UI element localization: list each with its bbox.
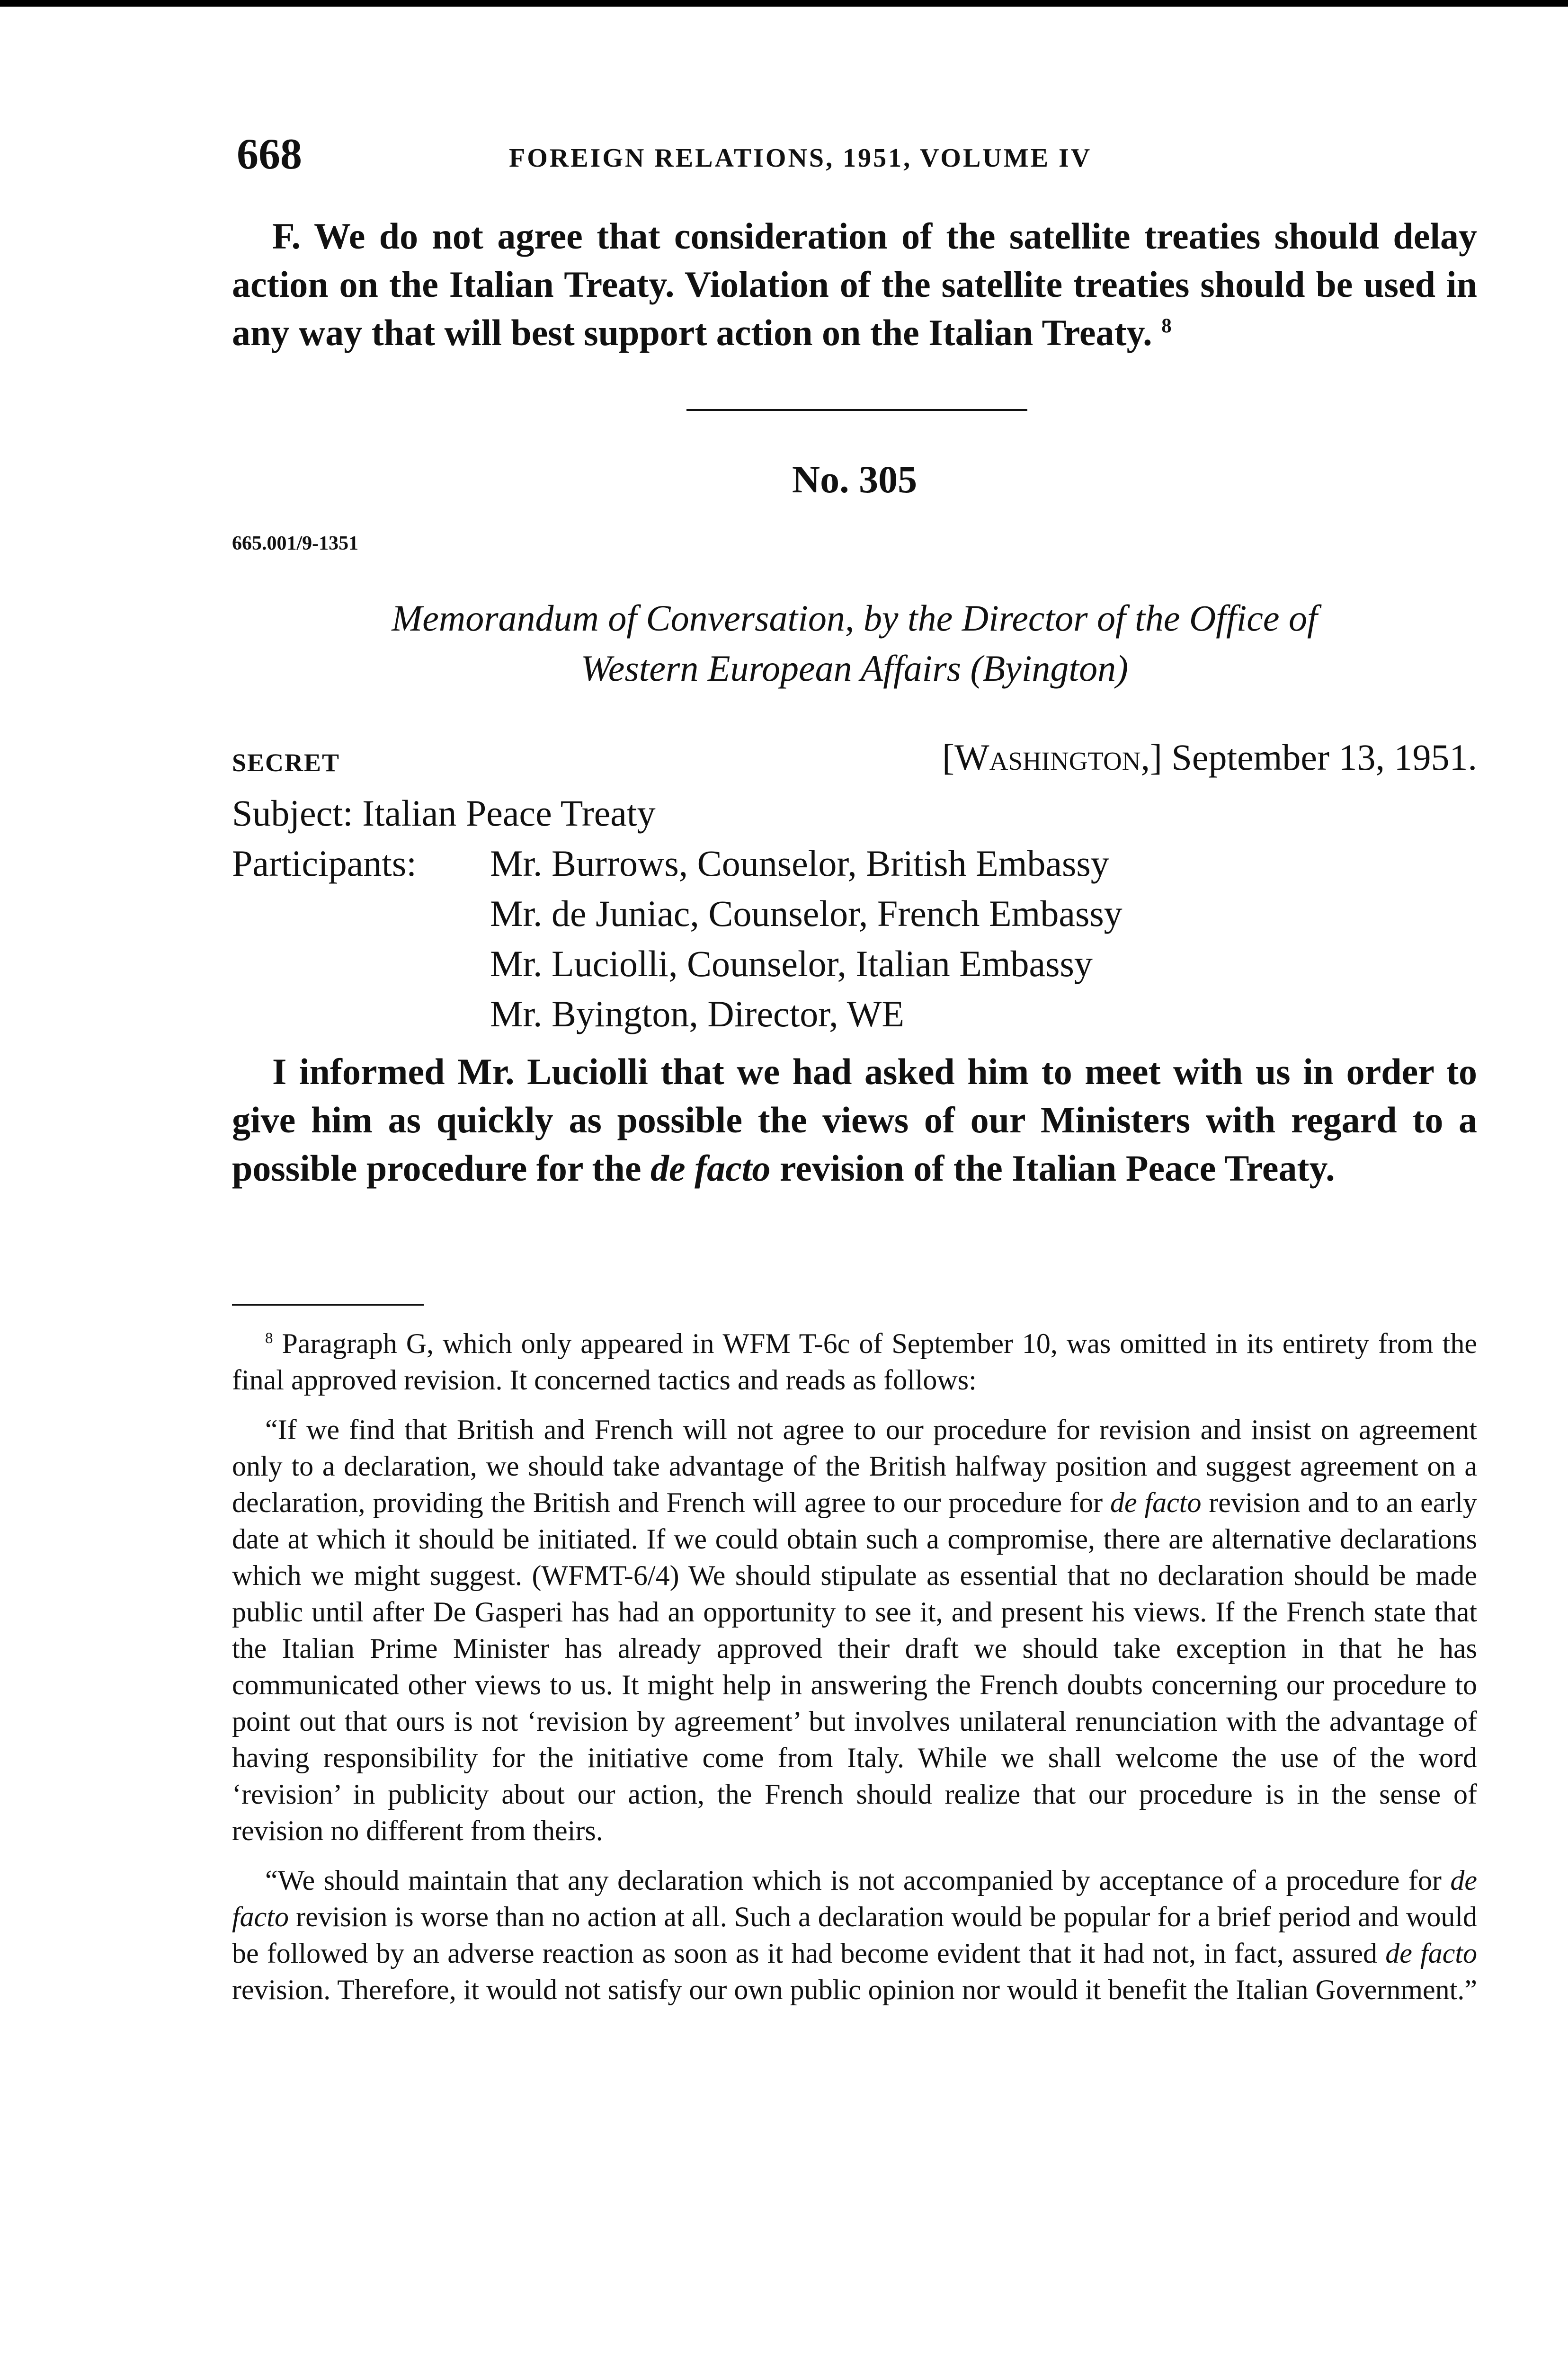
footnote-intro-text: Paragraph G, which only appeared in WFM T-6c of September 10, was omitted in its entirety from the final approved revision. It concerned tactics and reads as follows: [232,1328,1477,1396]
paragraph-f-text: F. We do not agree that consideration of the satellite treaties should delay action on the Italian Treaty. Violation of the satellite treaties should be used in any way that will best support action on the Italian Treaty. [232,215,1477,353]
running-head [232,128,1477,180]
classification-line [232,736,1477,783]
footnote-quote-1-text-2: revision and to an early date at which it should be initiated. If we could obtain such a compromise, there are alternative declarations which we might suggest. (WFMT-6/4) We should stipulate as essential that no declaration should be made public until after De Gasperi has had an opportunity to see it, and present his views. If the French state that the Italian Prime Minister has already approved their draft we should take exception in that he has communicated other views to us. It might help in answering the French doubts concerning our procedure to point out that ours is not ‘revision by agreement’ but involves unilateral renunciation with the advantage of having responsibility for the initiative come from Italy. While we shall welcome the use of the word ‘revision’ in publicity about our action, the French should realize that our procedure is in the sense of revision no different from theirs. [232,1487,1477,1846]
footnote-8-intro [232,1326,1477,1398]
paragraph-informed-italic: de facto [650,1148,771,1189]
footnote-quote-1-text-1: “If we find that British and French will not agree to our procedure for revision and insist on agreement only to a declaration, we should take advantage of the British halfway position and suggest agreement on a declaration, providing the British and French will agree to our procedure for [232,1414,1477,1518]
footnote-quote-2-text-1: “We should maintain that any declaration which is not accompanied by acceptance of a procedure for [265,1865,1451,1896]
footnote-8-quote-2 [232,1862,1477,2008]
footnote-marker: 8 [265,1330,273,1347]
dateline-place: Washington [954,737,1141,778]
document-heading [232,593,1477,694]
subject-line: Subject: Italian Peace Treaty [232,792,656,834]
participant-byington: Mr. Byington, Director, WE [490,993,904,1034]
classification-label: SECRET [232,748,340,777]
footnote-quote-2-text-2: revision is worse than no action at all. Such a declaration would be popular for a brief period and would be followed by an adverse reaction as soon as it had become evident that it had not, in fact, assured [232,1901,1477,1969]
participant-de-juniac: Mr. de Juniac, Counselor, French Embassy [490,893,1123,934]
dateline-date: ,] September 13, 1951. [1140,737,1477,778]
file-number: 665.001/9-1351 [232,533,359,554]
participants-label: Participants: [232,843,417,884]
document-number: No. 305 [792,458,918,501]
dateline [942,736,1477,779]
section-divider [686,409,1027,411]
paragraph-f [232,212,1477,357]
page-number: 668 [237,130,302,178]
scan-top-border [0,0,1568,7]
participant-burrows: Mr. Burrows, Counselor, British Embassy [490,843,1109,884]
document-heading-line-1: Memorandum of Conversation, by the Director of the Office of [392,597,1318,639]
paragraph-informed [232,1048,1477,1192]
participants-block [232,838,1477,1039]
document-page [232,128,1477,2008]
footnote-quote-2-italic-2: de facto [1385,1938,1478,1969]
footnote-quote-2-text-3: revision. Therefore, it would not satisfy our own public opinion nor would it benefit the Italian Government.” [232,1974,1477,2005]
dateline-open: [ [942,737,955,778]
footnote-ref-8: 8 [1161,315,1172,337]
participants-list [490,838,1477,1039]
running-title: FOREIGN RELATIONS, 1951, VOLUME IV [509,143,1092,173]
document-heading-line-2: Western European Affairs (Byington) [580,648,1129,689]
footnote-8-quote-1 [232,1412,1477,1849]
footnote-divider [232,1304,424,1306]
footnote-quote-2-italic-1: de facto [232,1865,1477,1932]
participant-luciolli: Mr. Luciolli, Counselor, Italian Embassy [490,943,1093,984]
footnote-quote-1-italic: de facto [1110,1487,1202,1518]
paragraph-informed-text-1: I informed Mr. Luciolli that we had asked him to meet with us in order to give him as quickly as possible the views of our Ministers with regard to a possible procedure for the [232,1051,1477,1189]
paragraph-informed-text-2: revision of the Italian Peace Treaty. [770,1148,1335,1189]
